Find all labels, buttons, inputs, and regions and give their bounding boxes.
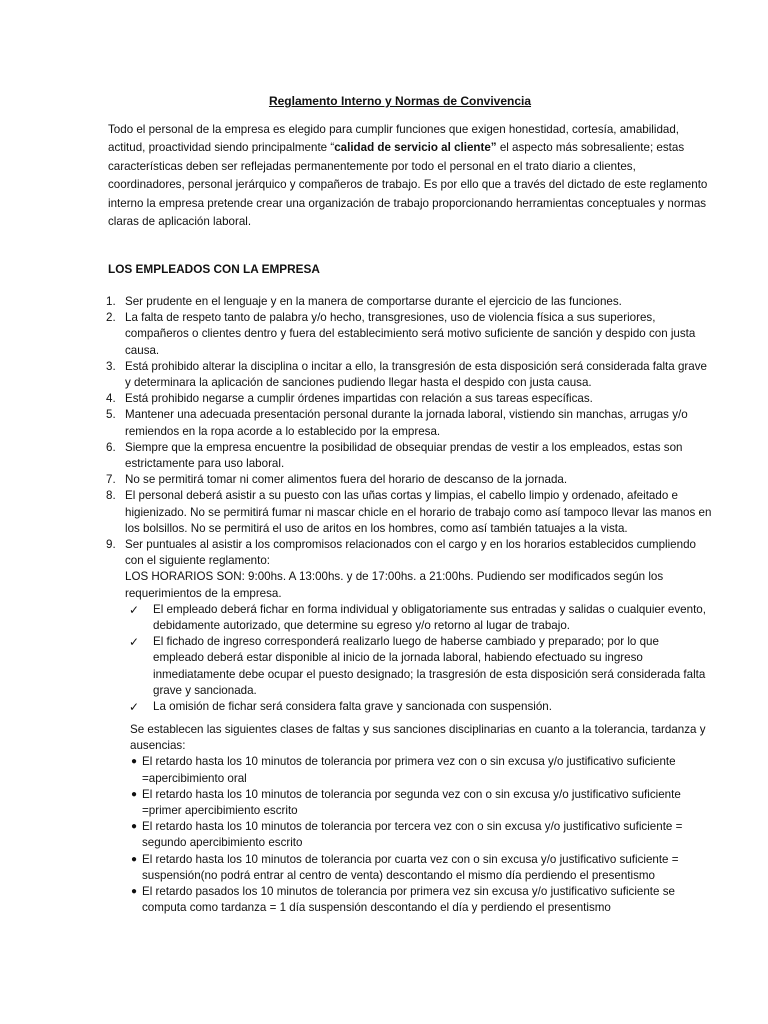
rule-text: La falta de respeto tanto de palabra y/o hecho, transgresiones, uso de violencia física a sus superiores, compañeros o clientes dentro y fuera del establecimiento será motivo suficiente de sanción y despido con justa causa. bbox=[125, 311, 696, 357]
checkmark-icon: ✓ bbox=[129, 635, 140, 650]
check-text: El empleado deberá fichar en forma individual y obligatoriamente sus entradas y salidas o cualquier evento, debidamente autorizado, que determine su egreso y/o retorno al lugar de trabajo. bbox=[153, 602, 706, 633]
sanctions-section bbox=[130, 722, 712, 916]
rule-item bbox=[106, 294, 712, 310]
intro-emphasis: calidad de servicio al cliente” bbox=[334, 141, 497, 155]
sanction-item bbox=[130, 787, 712, 819]
rule-number: 8. bbox=[106, 489, 116, 503]
sanction-text: El retardo hasta los 10 minutos de tolerancia por segunda vez con o sin excusa y/o justificativo suficiente =primer apercibimiento escrito bbox=[142, 787, 681, 818]
rule-text: No se permitirá tomar ni comer alimentos fuera del horario de descanso de la jornada. bbox=[125, 473, 568, 487]
sanction-text: El retardo hasta los 10 minutos de tolerancia por tercera vez con o sin excusa y/o justificativo suficiente = segundo apercibimiento escrito bbox=[142, 820, 683, 850]
rules-list bbox=[106, 294, 712, 715]
rule-text: El personal deberá asistir a su puesto con las uñas cortas y limpias, el cabello limpio y ordenado, afeitado e higienizado. No se permitirá fumar ni mascar chicle en el horario de trabajo como así tampoco llevar las manos en los bolsillos. No se permitirá el uso de aritos en los hombres, como así también tatuajes a la vista. bbox=[125, 489, 712, 535]
rule-number: 6. bbox=[106, 440, 116, 454]
bullet-icon: ● bbox=[131, 788, 138, 800]
rule-number: 5. bbox=[106, 408, 116, 422]
rule-number: 9. bbox=[106, 538, 116, 552]
rule-number: 4. bbox=[106, 392, 116, 406]
schedule-text: LOS HORARIOS SON: 9:00hs. A 13:00hs. y de 17:00hs. a 21:00hs. Pudiendo ser modificados según los requerimientos de la empresa. bbox=[125, 570, 664, 600]
sanctions-list bbox=[130, 754, 712, 916]
checkmark-icon: ✓ bbox=[129, 700, 140, 715]
sanction-text: El retardo hasta los 10 minutos de tolerancia por primera vez con o sin excusa y/o justificativo suficiente =apercibimiento oral bbox=[142, 755, 676, 785]
rule-item bbox=[106, 440, 712, 472]
rule-item bbox=[106, 310, 712, 359]
rule-number: 2. bbox=[106, 311, 116, 325]
rule-item bbox=[106, 407, 712, 439]
sanction-text: El retardo hasta los 10 minutos de tolerancia por cuarta vez con o sin excusa y/o justificativo suficiente = suspensión(no podrá entrar al centro de venta) descontando el mismo día perdiendo el presentismo bbox=[142, 852, 679, 882]
sanction-item bbox=[130, 884, 712, 916]
intro-paragraph bbox=[108, 121, 708, 231]
check-item bbox=[125, 634, 712, 699]
check-text: El fichado de ingreso corresponderá realizarlo luego de haberse cambiado y preparado; por lo que empleado deberá estar disponible al inicio de la jornada laboral, habiendo efectuado su ingreso inmediatamente debe ocupar el puesto designado; la trasgresión de esta disposición será considerada falta grave y sancionada. bbox=[153, 635, 706, 697]
rule-item bbox=[106, 359, 712, 391]
bullet-icon: ● bbox=[131, 821, 138, 833]
rule-text: Mantener una adecuada presentación personal durante la jornada laboral, vistiendo sin manchas, arrugas y/o remiendos en la ropa acorde a lo establecido por la empresa. bbox=[125, 408, 688, 438]
rule-number: 1. bbox=[106, 295, 116, 308]
sanction-item bbox=[130, 819, 712, 851]
rule-text: Está prohibido alterar la disciplina o incitar a ello, la transgresión de esta disposición será considerada falta grave y determinara la aplicación de sanciones pudiendo llegar hasta el despido con justa causa. bbox=[125, 359, 707, 390]
sanctions-intro: Se establecen las siguientes clases de faltas y sus sanciones disciplinarias en cuanto a la tolerancia, tardanza y ausencias: bbox=[130, 723, 706, 753]
section-heading: LOS EMPLEADOS CON LA EMPRESA bbox=[108, 262, 320, 276]
rule-item bbox=[106, 537, 712, 715]
rule-text: Ser puntuales al asistir a los compromisos relacionados con el cargo y en los horarios establecidos cumpliendo con el siguiente reglamento: bbox=[125, 538, 696, 568]
rule-item bbox=[106, 391, 712, 407]
rule-text: Siempre que la empresa encuentre la posibilidad de obsequiar prendas de vestir a los empleados, estas son estrictamente para uso laboral. bbox=[125, 440, 683, 471]
sanction-text: El retardo pasados los 10 minutos de tolerancia por primera vez sin excusa y/o justificativo suficiente se computa como tardanza = 1 día suspensión descontando el día y perdiendo el presentismo bbox=[142, 885, 675, 915]
rule-item bbox=[106, 488, 712, 537]
sanction-item bbox=[130, 852, 712, 884]
intro-text-end: el aspecto más sobresaliente; estas características deben ser reflejadas permanentemente por todo el personal en el trato diario a clientes, coordinadores, personal jerárquico y compañeros de trabajo. Es por ello que a través del dictado de este reglamento interno la empresa pretende crear una organización de trabajo proporcionando herramientas conceptuales y normas claras de aplicación laboral. bbox=[108, 141, 708, 229]
rule-text: Está prohibido negarse a cumplir órdenes impartidas con relación a sus tareas específicas. bbox=[125, 392, 593, 406]
sanction-item bbox=[130, 754, 712, 786]
check-item bbox=[125, 602, 712, 634]
bullet-icon: ● bbox=[131, 756, 138, 768]
rule-number: 7. bbox=[106, 473, 116, 487]
intro-text-start: Todo el personal de la empresa es elegido para cumplir funciones que exigen honestidad, cortesía, amabilidad, actitud, proactividad siendo principalmente “ bbox=[108, 123, 680, 155]
checkmark-icon: ✓ bbox=[129, 602, 140, 617]
document-title: Reglamento Interno y Normas de Convivencia bbox=[268, 94, 532, 108]
bullet-icon: ● bbox=[131, 853, 138, 865]
check-item bbox=[125, 699, 712, 715]
bullet-icon: ● bbox=[131, 886, 138, 898]
check-list bbox=[125, 602, 712, 715]
rule-number: 3. bbox=[106, 359, 116, 373]
rule-text: Ser prudente en el lenguaje y en la manera de comportarse durante el ejercicio de las funciones. bbox=[125, 295, 622, 308]
check-text: La omisión de fichar será considera falta grave y sancionada con suspensión. bbox=[153, 700, 552, 714]
rule-item bbox=[106, 472, 712, 488]
